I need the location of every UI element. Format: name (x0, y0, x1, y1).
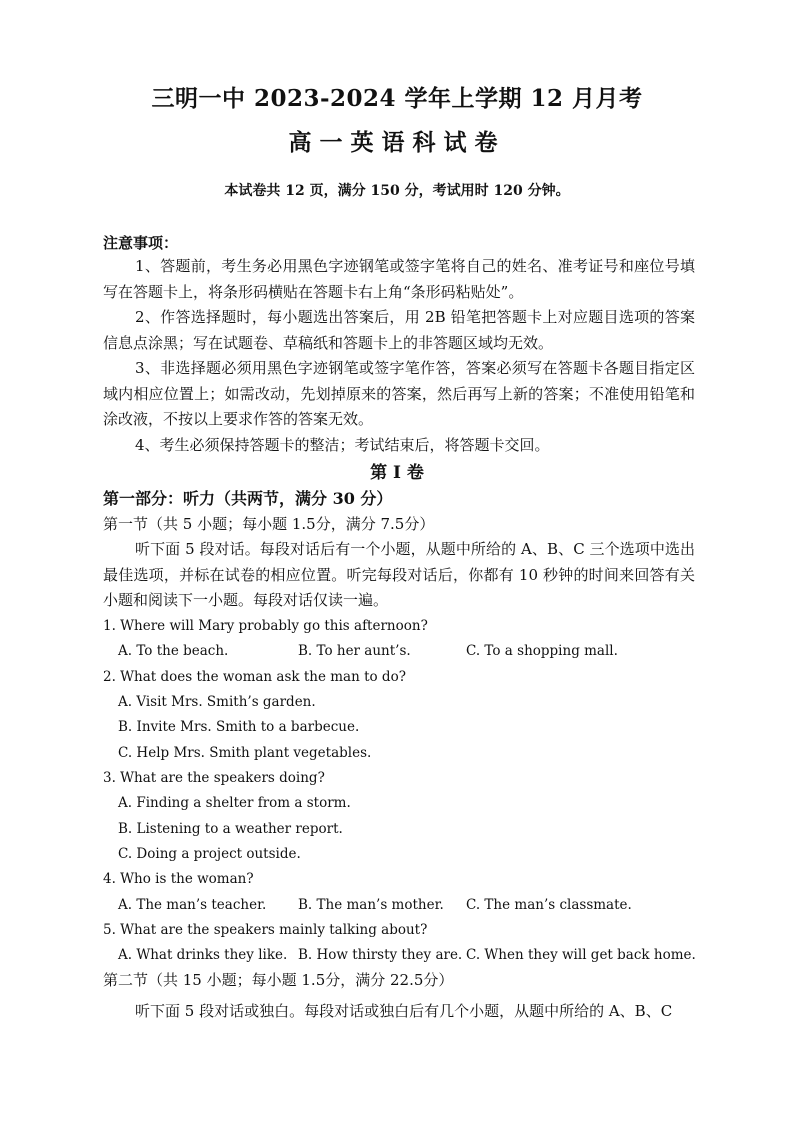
exam-info: 本试卷共 12 页，满分 150 分，考试用时 120 分钟。 (224, 183, 570, 199)
section2-instructions: 听下面 5 段对话或独白。每段对话或独白后有几个小题，从题中所给的 A、B、C (135, 1002, 673, 1020)
question-5-option-c: C. When they will get back home. (466, 947, 696, 963)
question-3-option-c: C. Doing a project outside. (118, 846, 301, 862)
question-5-option-b: B. How thirsty they are. (298, 947, 463, 963)
question-1: 1. Where will Mary probably go this afternoon? (103, 618, 428, 634)
question-4: 4. Who is the woman? (103, 871, 254, 887)
question-2: 2. What does the woman ask the man to do? (103, 669, 406, 685)
volume-label: 第 I 卷 (370, 463, 424, 483)
part1-title: 第一部分：听力（共两节，满分 30 分） (103, 489, 393, 508)
question-3: 3. What are the speakers doing? (103, 770, 325, 786)
note-item-2: 2、作答选择题时，每小题选出答案后，用 2B 铅笔把答题卡上对应题目选项的答案信息点涂黑；写在试题卷、草稿纸和答题卡上的非答题区域均无效。 (103, 308, 695, 352)
note-item-4: 4、考生必须保持答题卡的整洁；考试结束后，将答题卡交回。 (135, 436, 550, 454)
notes-heading: 注意事项： (103, 234, 179, 252)
section1-title: 第一节（共 5 小题；每小题 1.5分，满分 7.5分） (103, 515, 435, 533)
question-4-option-a: A. The man’s teacher. (118, 897, 267, 913)
question-4-option-b: B. The man’s mother. (298, 897, 444, 913)
question-1-option-a: A. To the beach. (118, 643, 229, 659)
exam-title: 三明一中 2023-2024 学年上学期 12 月月考 (151, 85, 643, 112)
question-1-option-b: B. To her aunt’s. (298, 643, 411, 659)
note-item-3: 3、非选择题必须用黑色字迹钢笔或签字笔作答，答案必须写在答题卡各题目指定区域内相应位置上；如需改动，先划掉原来的答案，然后再写上新的答案；不准使用铅笔和涂改液，不按以上要求作答的答案无效。 (103, 359, 695, 428)
section1-instructions: 听下面 5 段对话。每段对话后有一个小题，从题中所给的 A、B、C 三个选项中选出最佳选项，并标在试卷的相应位置。听完每段对话后，你都有 10 秒钟的时间来回答有关小题和阅读下一小题。每段对话仅读一遍。 (103, 540, 695, 609)
question-2-option-a: A. Visit Mrs. Smith’s garden. (118, 694, 316, 710)
question-5: 5. What are the speakers mainly talking about? (103, 922, 428, 938)
question-4-option-c: C. The man’s classmate. (466, 897, 632, 913)
question-1-option-c: C. To a shopping mall. (466, 643, 618, 659)
question-2-option-c: C. Help Mrs. Smith plant vegetables. (118, 745, 372, 761)
exam-subtitle: 高一英语科试卷 (288, 129, 506, 156)
question-3-option-a: A. Finding a shelter from a storm. (118, 795, 351, 811)
question-5-option-a: A. What drinks they like. (118, 947, 288, 963)
question-2-option-b: B. Invite Mrs. Smith to a barbecue. (118, 719, 360, 735)
section2-title: 第二节（共 15 小题；每小题 1.5分，满分 22.5分） (103, 971, 454, 989)
note-item-1: 1、答题前，考生务必用黑色字迹钢笔或签字笔将自己的姓名、准考证号和座位号填写在答题卡上，将条形码横贴在答题卡右上角“条形码粘贴处”。 (103, 257, 695, 301)
question-3-option-b: B. Listening to a weather report. (118, 821, 343, 837)
